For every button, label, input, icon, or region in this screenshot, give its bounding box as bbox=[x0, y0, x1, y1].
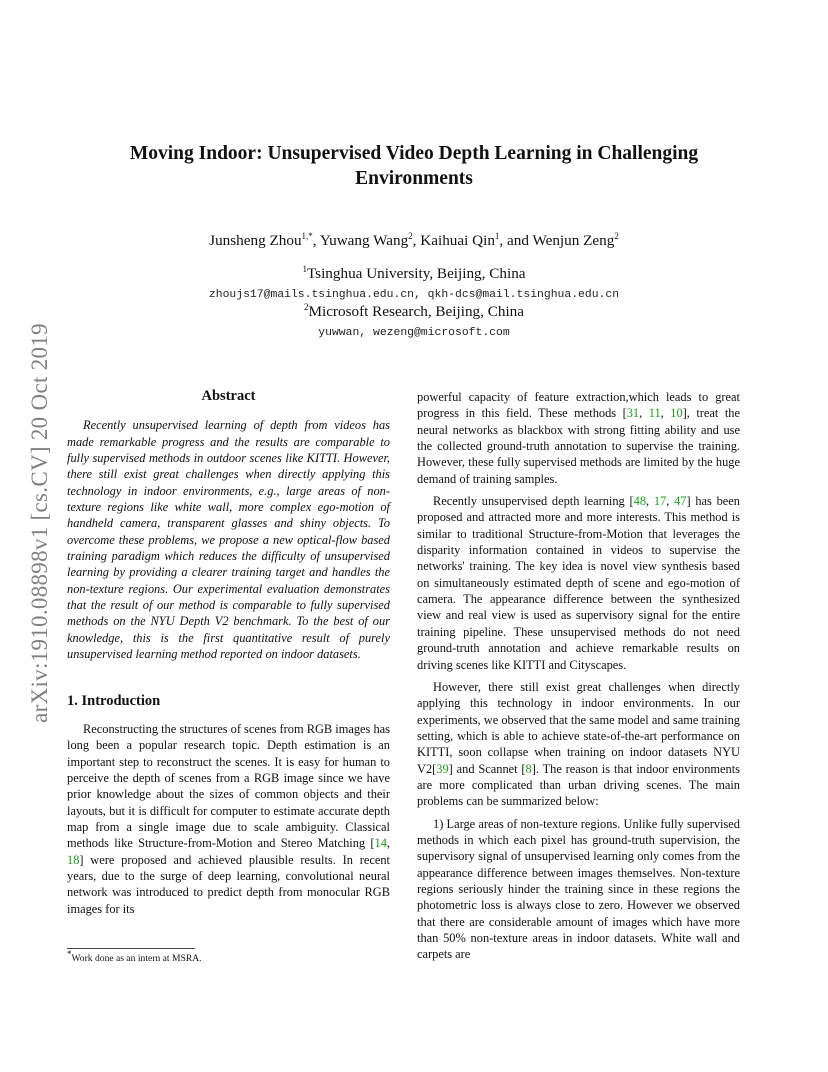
affiliation-1 bbox=[90, 265, 738, 283]
citation-link[interactable]: 17 bbox=[653, 494, 667, 509]
paper-title bbox=[90, 141, 738, 191]
footnote-mark: * bbox=[67, 948, 72, 959]
intro-paragraph-1 bbox=[67, 721, 390, 917]
affiliation-name: Tsinghua University, Beijing, China bbox=[306, 265, 526, 282]
author-name: Kaihuai Qin bbox=[420, 232, 495, 249]
text-run: ], treat the neural networks as blackbox with strong fitting ability and use the collected ground-truth annotation to supervise the training. However, these fully supervised methods are limited by the huge demand of training samples. bbox=[417, 406, 740, 486]
citation-link[interactable]: 8 bbox=[525, 761, 532, 776]
right-paragraph-3 bbox=[417, 679, 740, 810]
author-name: Yuwang Wang bbox=[319, 232, 409, 249]
citation-link[interactable]: 39 bbox=[436, 761, 449, 776]
affiliation-mark: 1 bbox=[302, 263, 307, 274]
author-affiliation-mark: 1,* bbox=[301, 230, 313, 241]
citation-link[interactable]: 47 bbox=[674, 494, 687, 509]
text-run: , bbox=[639, 406, 649, 421]
left-column bbox=[67, 388, 390, 923]
text-run: , bbox=[666, 494, 675, 509]
text-run: powerful capacity of feature extraction,which leads to great progress in this field. These methods [ bbox=[417, 390, 740, 421]
text-run: , bbox=[386, 836, 390, 851]
footnote-text: Work done as an intern at MSRA. bbox=[71, 953, 202, 964]
arxiv-id-text: arXiv:1910.08898v1 [cs.CV] 20 Oct 2019 bbox=[27, 323, 52, 723]
author-separator: , bbox=[312, 232, 320, 249]
author-affiliation-mark: 2 bbox=[614, 230, 619, 241]
affiliation-mark: 2 bbox=[303, 301, 309, 312]
author-separator: , and bbox=[499, 232, 533, 249]
text-run: ] has been proposed and attracted more and more interests. This method is similar to traditional Structure-from-Motion that leverages the disparity information contained in videos to supervise the networks' training. The key idea is novel view synthesis based on simultaneously estimated depth of scene and ego-motion of camera. The appearance difference between the synthesized view and real view is used as supervisory signal for the entire training pipeline. These unsupervised methods do not need ground-truth annotation and achieve remarkable results on driving scenes like KITTI and Cityscapes. bbox=[417, 494, 740, 672]
abstract-heading: Abstract bbox=[201, 388, 256, 404]
text-run: , bbox=[660, 406, 671, 421]
arxiv-identifier-stamp bbox=[24, 288, 56, 758]
author-separator: , bbox=[412, 232, 421, 249]
author-affiliation-mark: 2 bbox=[408, 230, 413, 241]
citation-link[interactable]: 48 bbox=[633, 494, 647, 509]
text-run: Recently unsupervised depth learning [ bbox=[433, 494, 634, 509]
affiliation-name: Microsoft Research, Beijing, China bbox=[308, 303, 525, 320]
right-column bbox=[417, 389, 740, 969]
right-paragraph-2 bbox=[417, 493, 740, 673]
citation-link[interactable]: 14 bbox=[374, 836, 387, 851]
introduction-heading: 1. Introduction bbox=[67, 692, 161, 709]
author-name: Wenjun Zeng bbox=[532, 232, 615, 249]
text-run: ]. The reason is that indoor environments are more complicated than urban driving scenes. The main problems can be summarized below: bbox=[417, 761, 740, 809]
right-paragraph-1 bbox=[417, 389, 740, 487]
text-run: However, there still exist great challenges when directly applying this technology in indoor environments. In our experiments, we observed that the same model and same training setting, which is able to achieve state-of-the-art performance on KITTI, soon collapse when training on indoor datasets NYU V2[ bbox=[417, 679, 740, 776]
affiliation-2 bbox=[90, 303, 738, 321]
title-line-1: Moving Indoor: Unsupervised Video Depth Learning in Challenging bbox=[129, 143, 699, 164]
text-run: Reconstructing the structures of scenes from RGB images has long been a popular research topic. Depth estimation is an important step to reconstruct the scenes. It is easy for human to perceive the depth of scenes from a RGB image since we have prior knowledge about the sizes of common objects and their layouts, but it is difficult for computer to estimate accurate depth map from a single image due to scale ambiguity. Classical methods like Structure-from-Motion and Stereo Matching [ bbox=[67, 721, 390, 851]
author-list bbox=[90, 232, 738, 250]
citation-link[interactable]: 31 bbox=[626, 406, 640, 421]
citation-link[interactable]: 10 bbox=[670, 406, 683, 421]
text-run: ] and Scannet [ bbox=[448, 761, 526, 776]
right-paragraph-4: 1) Large areas of non-texture regions. Unlike fully supervised methods in which each pixel has ground-truth supervision, the supervisory signal of unsupervised learning only comes from the appearance difference between images themselves. Non-texture regions seriously hinder the training since in these regions the photometric loss is always close to zero. However we observed that there are considerable amount of images which have more than 50% non-texture areas in indoor datasets. White wall and carpets are bbox=[417, 816, 740, 962]
text-run: , bbox=[646, 494, 654, 509]
footnote-divider bbox=[67, 948, 195, 949]
author-affiliation-mark: 1 bbox=[494, 230, 500, 241]
author-name: Junsheng Zhou bbox=[209, 232, 302, 249]
citation-link[interactable]: 11 bbox=[648, 406, 661, 421]
abstract-text: Recently unsupervised learning of depth from videos has made remarkable progress and the results are comparable to fully supervised methods in outdoor scenes like KITTI. However, there still exist great challenges when directly applying this technology in indoor environments, e.g., large areas of non-texture regions like white wall, more complex ego-motion of handheld camera, transparent glasses and shiny objects. To overcome these problems, we propose a new optical-flow based training paradigm which reduces the difficulty of unsupervised learning by providing a clearer training target and handles the non-texture regions. Our experimental evaluation demonstrates that the result of our method is comparable to fully supervised methods on the NYU Depth V2 benchmark. To the best of our knowledge, this is the first quantitative result of purely unsupervised learning method reported on indoor datasets. bbox=[67, 418, 390, 662]
citation-link[interactable]: 18 bbox=[67, 852, 80, 867]
text-run: ] were proposed and achieved plausible results. In recent years, due to the surge of deep learning, convolutional neural network was introduced to predict depth from monocular RGB images for its bbox=[67, 852, 390, 916]
title-line-2: Environments bbox=[355, 168, 473, 189]
footnote bbox=[67, 948, 202, 964]
affiliation-1-emails: zhoujs17@mails.tsinghua.edu.cn, qkh-dcs@mail.tsinghua.edu.cn bbox=[208, 289, 620, 301]
affiliation-2-emails: yuwwan, wezeng@microsoft.com bbox=[318, 327, 510, 339]
